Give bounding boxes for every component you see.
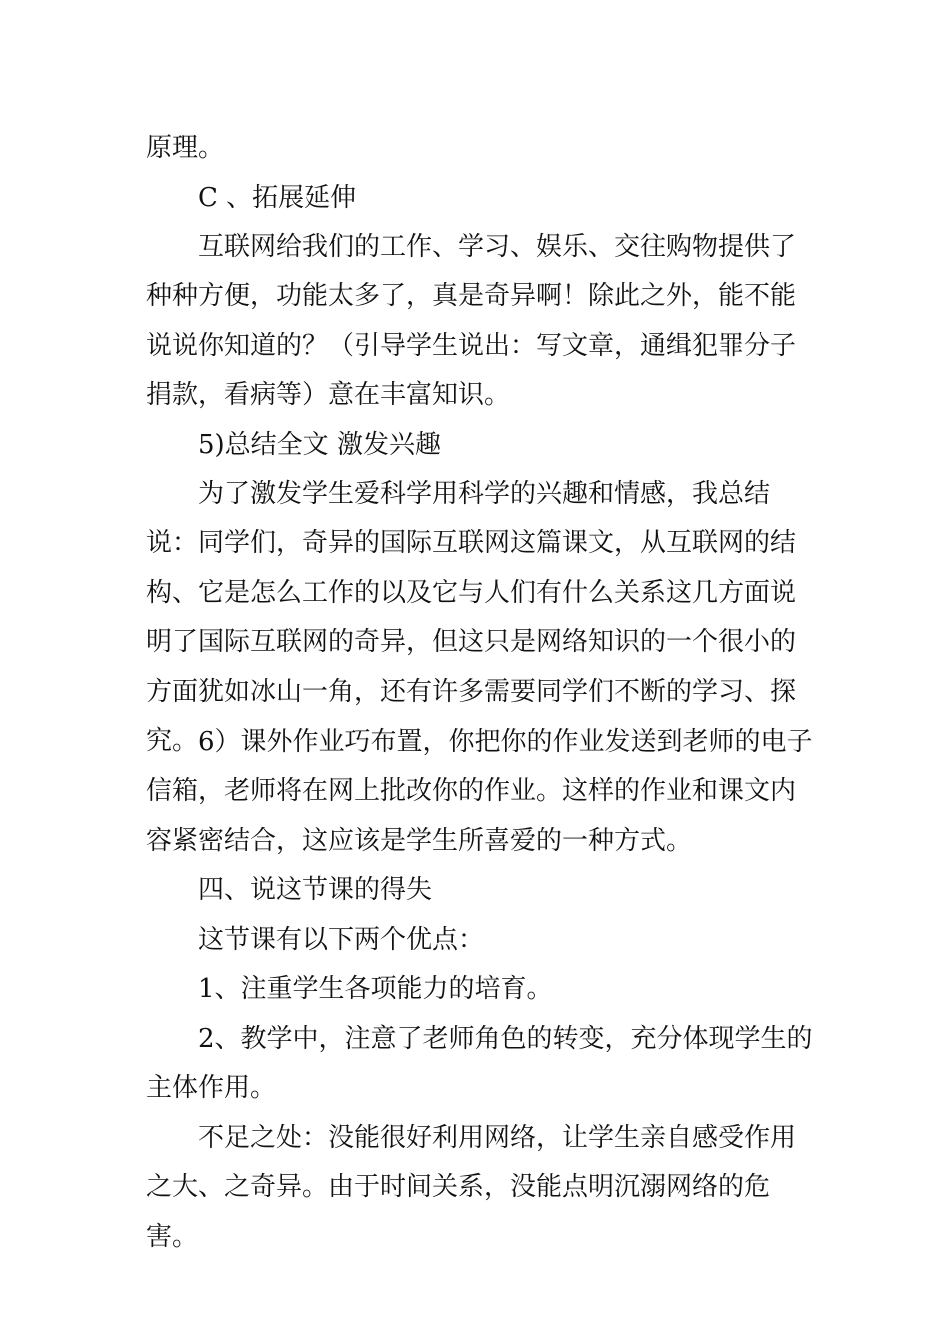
section-heading-extension: C 、拓展延伸 (198, 183, 357, 213)
section-heading-summary: 5)总结全文 激发兴趣 (198, 430, 441, 460)
paragraph-shortcomings: 不足之处：没能很好利用网络，让学生亲自感受作用之大、之奇异。由于时间关系，没能点明沉溺网络的危害。 (146, 1123, 797, 1252)
paragraph-continuation: 原理。 (146, 133, 225, 163)
paragraph-homework: 6）课外作业巧布置，你把你的作业发送到老师的电子信箱，老师将在网上批改你的作业。这样的作业和课文内容紧密结合，这应该是学生所喜爱的一种方式。 (146, 727, 813, 856)
paragraph-internet-functions: 互联网给我们的工作、学习、娱乐、交往购物提供了种种方便，功能太多了，真是奇异啊！除此之外，能不能说说你知道的？（引导学生说出：写文章，通缉犯罪分子捐款，看病等）意在丰富知识。 (146, 232, 797, 411)
paragraph-advantages-intro: 这节课有以下两个优点： (198, 925, 485, 955)
list-item-advantage-2: 2、教学中，注意了老师角色的转变，充分体现学生的主体作用。 (146, 1024, 813, 1104)
list-item-advantage-1: 1、注重学生各项能力的培育。 (198, 974, 553, 1004)
paragraph-summary: 为了激发学生爱科学用科学的兴趣和情感，我总结说：同学们，奇异的国际互联网这篇课文，从互联网的结构、它是怎么工作的以及它与人们有什么关系这几方面说明了国际互联网的奇异，但这只是网络知识的一个很小的方面犹如冰山一角，还有许多需要同学们不断的学习、探究。 (146, 479, 797, 757)
section-heading-evaluation: 四、说这节课的得失 (198, 875, 433, 905)
